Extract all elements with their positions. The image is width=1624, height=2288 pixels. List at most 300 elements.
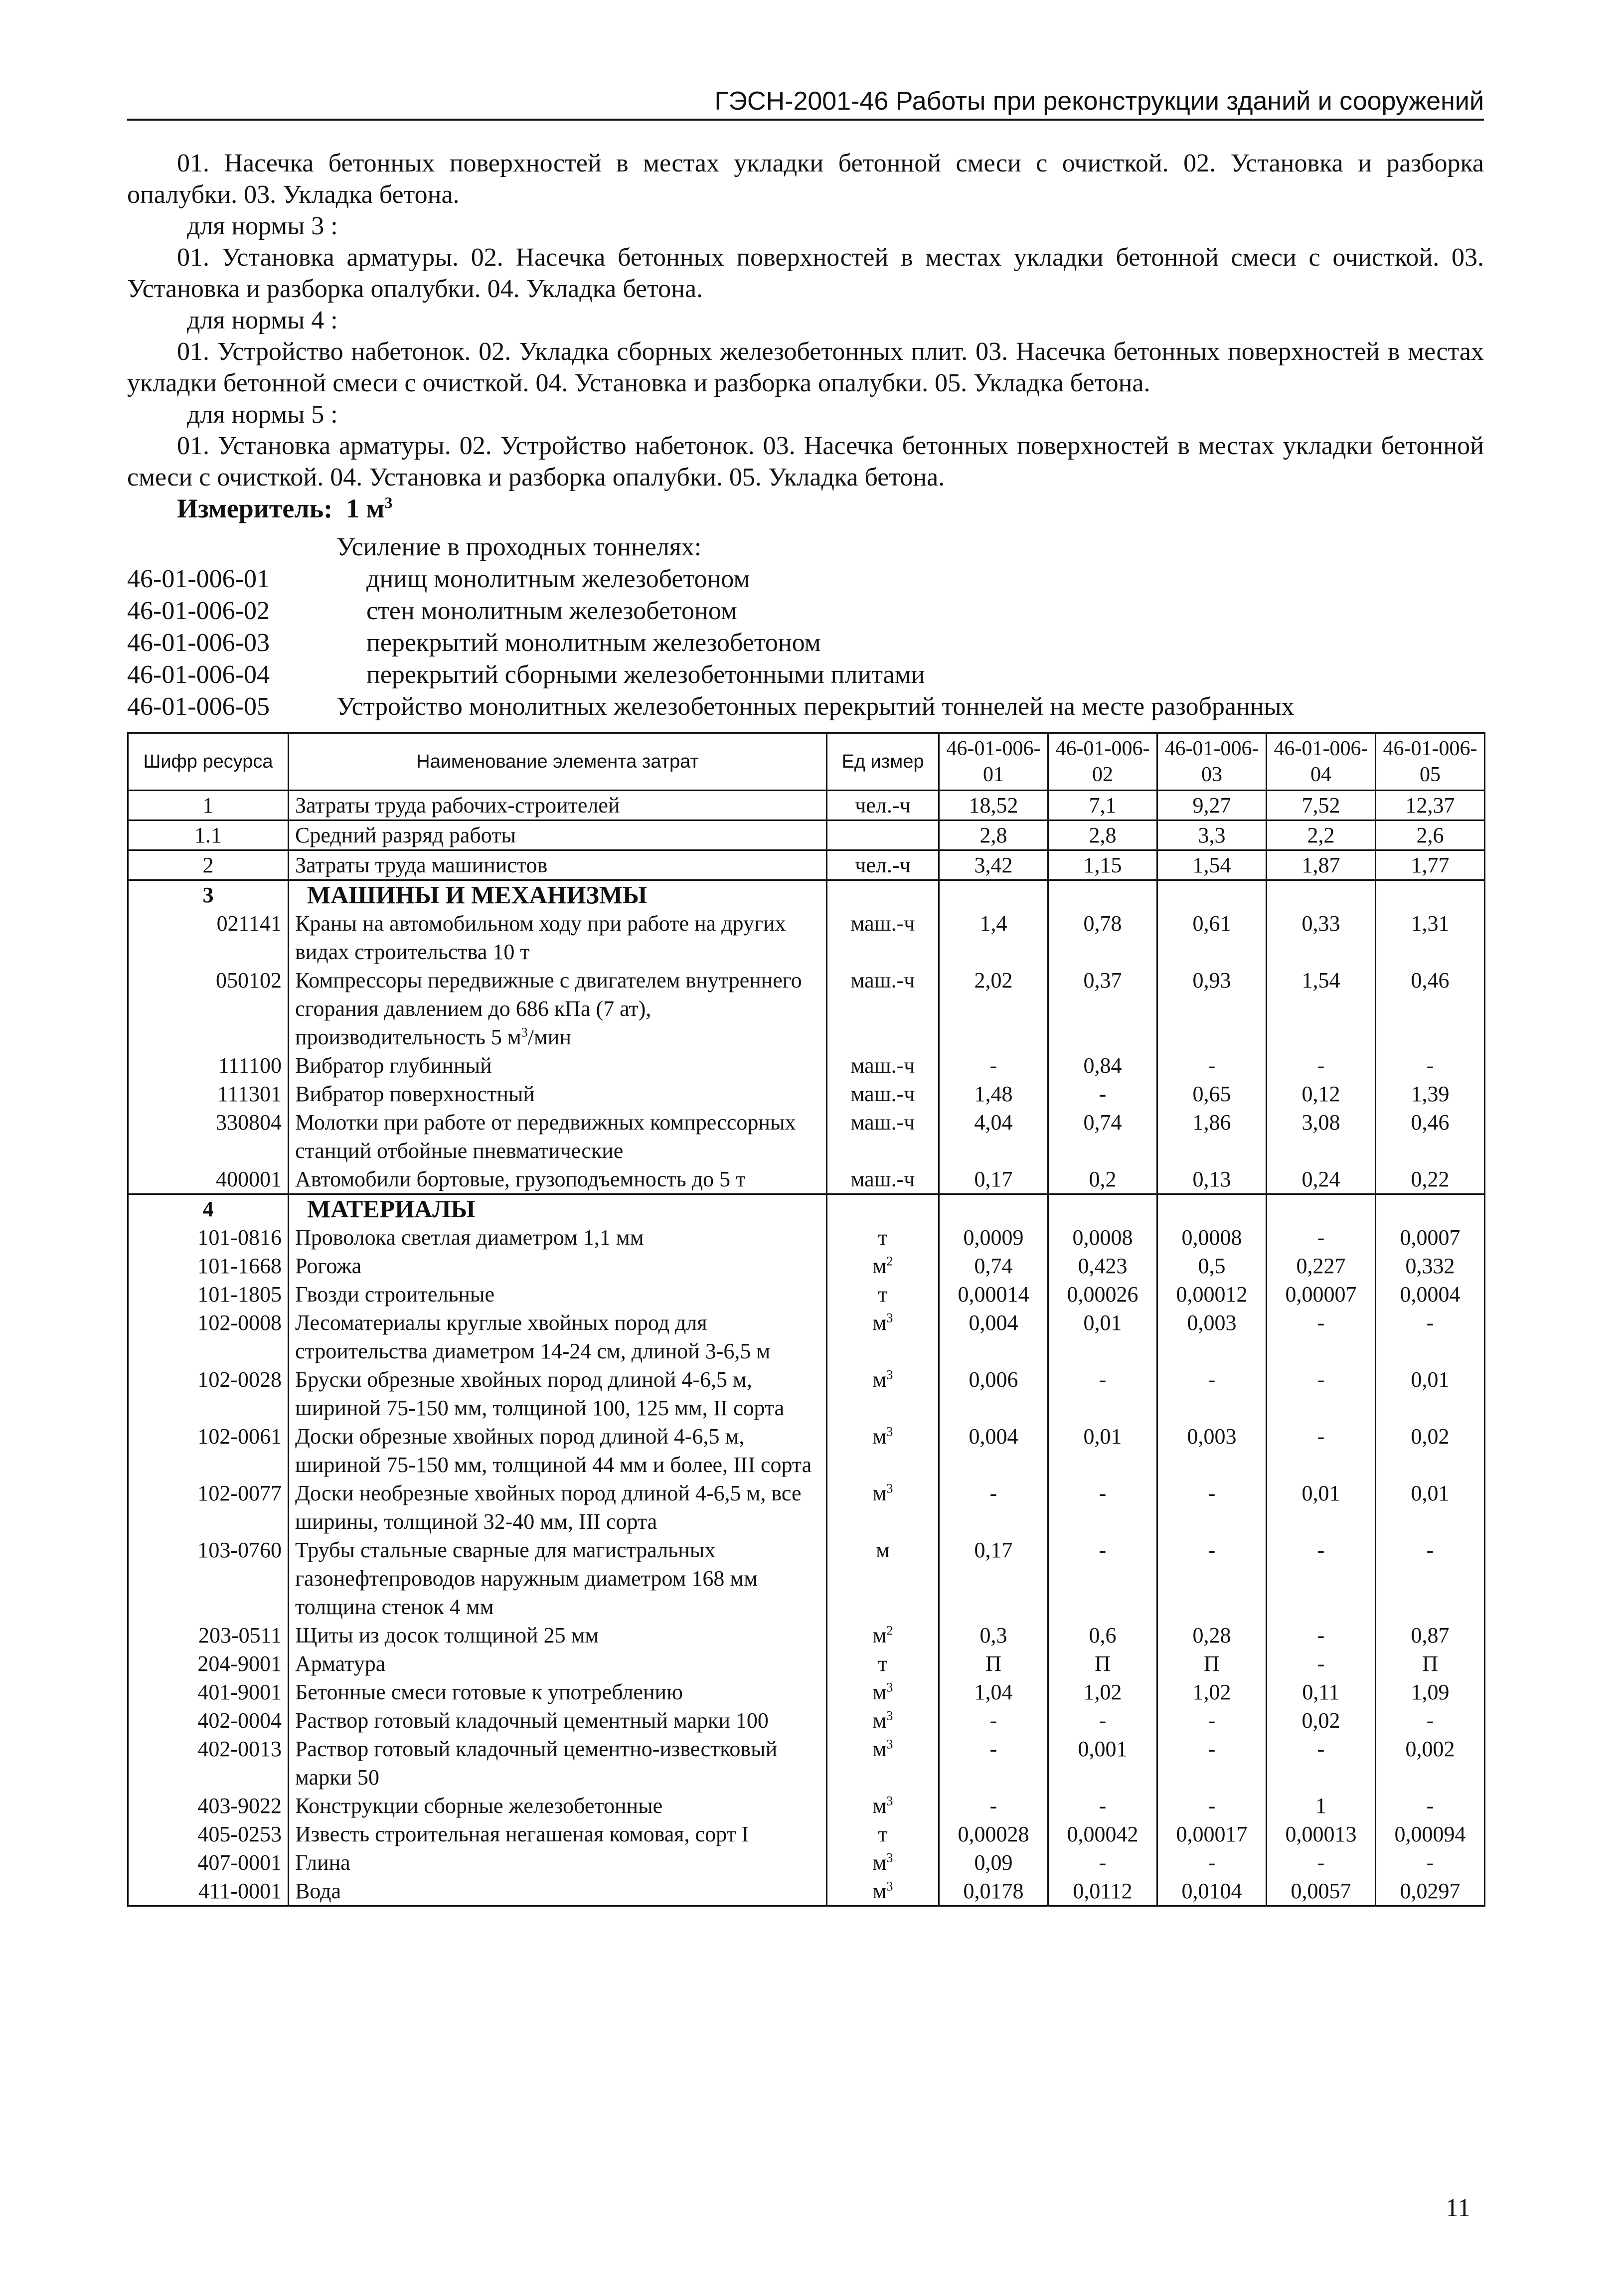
page-number: 11: [1446, 2194, 1471, 2222]
value-cell: 0,00013: [1267, 1820, 1376, 1848]
resource-name: [289, 1165, 827, 1194]
resource-code: 330804: [128, 1108, 289, 1165]
norm-code: 46-01-006-01: [127, 565, 270, 593]
resource-name-text: Доски необрезные хвойных пород длиной 4-6,5 м, все ширины, толщиной 32-40 мм, III сорта: [295, 1481, 802, 1534]
resource-code: 102-0061: [128, 1422, 289, 1479]
value-cell: 0,2: [1048, 1165, 1157, 1194]
value-cell: -: [1157, 1365, 1267, 1422]
resource-code: 1: [128, 791, 289, 820]
header-norm-col: 46-01-006-02: [1048, 733, 1157, 791]
resource-code: 111301: [128, 1080, 289, 1108]
value-cell: -: [1267, 1536, 1376, 1621]
norm-description: перекрытий сборными железобетонными плитами: [366, 660, 925, 689]
value-cell: -: [1157, 1706, 1267, 1735]
unit-cell: [827, 1422, 939, 1479]
value-cell: 0,28: [1157, 1621, 1267, 1649]
value-cell: 0,78: [1048, 909, 1157, 966]
unit-text: чел.-ч: [855, 793, 911, 817]
resource-name: [289, 1706, 827, 1735]
unit-cell: [827, 1194, 939, 1224]
resource-name: [289, 1108, 827, 1165]
value-cell: 0,004: [939, 1422, 1048, 1479]
value-cell: 2,8: [939, 820, 1048, 850]
value-cell: -: [1048, 1848, 1157, 1877]
value-cell: 2,8: [1048, 820, 1157, 850]
header-norm-col: 46-01-006-04: [1267, 733, 1376, 791]
unit-exponent: 3: [886, 1708, 893, 1723]
value-cell: 7,52: [1267, 791, 1376, 820]
value-cell: 0,17: [939, 1165, 1048, 1194]
unit-cell: [827, 1365, 939, 1422]
unit-text: маш.-ч: [850, 1110, 915, 1135]
table-row: [128, 1194, 1485, 1224]
resource-code: 102-0077: [128, 1479, 289, 1536]
unit-cell: [827, 1223, 939, 1252]
header-norm-col: 46-01-006-03: [1157, 733, 1267, 791]
resource-name-text: Краны на автомобильном ходу при работе на других видах строительства 10 т: [295, 911, 786, 964]
value-cell: 0,17: [939, 1536, 1048, 1621]
resource-code: 203-0511: [128, 1621, 289, 1649]
unit-exponent: 3: [886, 1879, 893, 1894]
resource-code: 101-0816: [128, 1223, 289, 1252]
table-row: [128, 966, 1485, 1051]
table-row: [128, 1678, 1485, 1706]
norm-5-label: для нормы 5 :: [187, 400, 338, 429]
resource-code: 101-1805: [128, 1280, 289, 1308]
unit-exponent: 3: [886, 1680, 893, 1695]
resource-name-text: Лесоматериалы круглые хвойных пород для строительства диаметром 14-24 см, длиной 3-6,5 м: [295, 1310, 771, 1363]
unit-text: м: [872, 1623, 887, 1647]
value-cell: 0,02: [1376, 1422, 1485, 1479]
value-cell: 0,61: [1157, 909, 1267, 966]
norm-4-label: для нормы 4 :: [187, 306, 338, 334]
unit-text: маш.-ч: [850, 1082, 915, 1106]
resource-name: [289, 1536, 827, 1621]
value-cell: -: [1048, 1706, 1157, 1735]
value-cell: 1,87: [1267, 850, 1376, 880]
resource-code: 204-9001: [128, 1649, 289, 1678]
resource-code: 021141: [128, 909, 289, 966]
value-cell: 1,39: [1376, 1080, 1485, 1108]
value-cell: 0,0009: [939, 1223, 1048, 1252]
resource-name: [289, 1735, 827, 1792]
value-cell: 1,02: [1157, 1678, 1267, 1706]
resource-name: [289, 1877, 827, 1906]
value-cell: 0,24: [1267, 1165, 1376, 1194]
value-cell: -: [1267, 1422, 1376, 1479]
unit-cell: [827, 1479, 939, 1536]
resource-table: [127, 732, 1485, 1907]
unit-cell: [827, 820, 939, 850]
running-header: ГЭСН-2001-46 Работы при реконструкции зданий и сооружений: [127, 85, 1484, 121]
table-row: [128, 1706, 1485, 1735]
value-cell: 0,00042: [1048, 1820, 1157, 1848]
unit-cell: [827, 909, 939, 966]
unit-exponent: 3: [886, 1310, 893, 1325]
value-cell: [1048, 880, 1157, 910]
value-cell: 1,48: [939, 1080, 1048, 1108]
unit-cell: [827, 1621, 939, 1649]
unit-text: м: [872, 1708, 887, 1733]
resource-name: [289, 791, 827, 820]
resource-code: 411-0001: [128, 1877, 289, 1906]
resource-code: 3: [128, 880, 289, 910]
unit-cell: [827, 1280, 939, 1308]
unit-text: т: [878, 1822, 888, 1846]
unit-exponent: 2: [886, 1254, 893, 1269]
resource-code: 111100: [128, 1051, 289, 1080]
value-cell: П: [1157, 1649, 1267, 1678]
resource-name: [289, 1308, 827, 1365]
value-cell: 1: [1267, 1792, 1376, 1820]
resource-name-text: Доски обрезные хвойных пород длиной 4-6,5 м, шириной 75-150 мм, толщиной 44 мм и более, III сорта: [295, 1424, 812, 1477]
table-row: [128, 1848, 1485, 1877]
value-cell: 0,37: [1048, 966, 1157, 1051]
table-row: [128, 1649, 1485, 1678]
value-cell: 0,74: [939, 1252, 1048, 1280]
resource-name: [289, 1649, 827, 1678]
resource-name-text: Вода: [295, 1879, 341, 1903]
value-cell: -: [939, 1792, 1048, 1820]
resource-name-text: Автомобили бортовые, грузоподъемность до 5 т: [295, 1167, 746, 1191]
value-cell: -: [1376, 1536, 1485, 1621]
unit-text: м: [872, 1424, 887, 1449]
resource-code: 101-1668: [128, 1252, 289, 1280]
table-row: [128, 909, 1485, 966]
table-row: [128, 1479, 1485, 1536]
resource-name: [289, 820, 827, 850]
table-row: [128, 1080, 1485, 1108]
table-body: [128, 791, 1485, 1906]
norm-description: Устройство монолитных железобетонных перекрытий тоннелей на месте разобранных: [336, 692, 1295, 721]
unit-text: маш.-ч: [850, 1167, 915, 1191]
value-cell: 0,332: [1376, 1252, 1485, 1280]
value-cell: -: [1376, 1706, 1485, 1735]
work-composition: [127, 148, 1484, 524]
resource-code: 102-0028: [128, 1365, 289, 1422]
table-row: [128, 1422, 1485, 1479]
norm-3-label: для нормы 3 :: [187, 212, 338, 240]
resource-name-text: Затраты труда рабочих-строителей: [295, 793, 620, 817]
resource-name: [289, 1051, 827, 1080]
value-cell: [1267, 880, 1376, 910]
unit-cell: [827, 880, 939, 910]
unit-exponent: 3: [886, 1850, 893, 1865]
resource-code: 401-9001: [128, 1678, 289, 1706]
unit-exponent: 3: [886, 1481, 893, 1496]
resource-code: 400001: [128, 1165, 289, 1194]
table-row: [128, 1536, 1485, 1621]
value-cell: 0,5: [1157, 1252, 1267, 1280]
norm-code: 46-01-006-05: [127, 692, 270, 721]
value-cell: 0,93: [1157, 966, 1267, 1051]
value-cell: 0,006: [939, 1365, 1048, 1422]
unit-text: м: [872, 1879, 887, 1903]
value-cell: 0,65: [1157, 1080, 1267, 1108]
value-cell: 0,01: [1376, 1365, 1485, 1422]
value-cell: 12,37: [1376, 791, 1485, 820]
table-row: [128, 1365, 1485, 1422]
value-cell: 2,2: [1267, 820, 1376, 850]
value-cell: 3,08: [1267, 1108, 1376, 1165]
unit-cell: [827, 1877, 939, 1906]
value-cell: 1,86: [1157, 1108, 1267, 1165]
value-cell: 0,01: [1048, 1422, 1157, 1479]
value-cell: -: [1048, 1080, 1157, 1108]
value-cell: 0,00026: [1048, 1280, 1157, 1308]
unit-cell: [827, 1165, 939, 1194]
table-row: [128, 791, 1485, 820]
resource-name-text: Раствор готовый кладочный цементный марки 100: [295, 1708, 769, 1733]
header-norm-col: 46-01-006-01: [939, 733, 1048, 791]
norm-1-2-composition: 01. Насечка бетонных поверхностей в местах укладки бетонной смеси с очисткой. 02. Установка и разборка опалубки. 03. Укладка бетона.: [127, 149, 1484, 209]
unit-text: м: [872, 1310, 887, 1335]
value-cell: -: [1376, 1051, 1485, 1080]
unit-text: м: [872, 1737, 887, 1761]
norm-description: днищ монолитным железобетоном: [366, 565, 750, 593]
value-cell: 0,01: [1376, 1479, 1485, 1536]
unit-text: маш.-ч: [850, 1053, 915, 1078]
table-row: [128, 1877, 1485, 1906]
table-row: [128, 1165, 1485, 1194]
value-cell: [939, 880, 1048, 910]
code-row: [127, 563, 1484, 595]
unit-cell: [827, 966, 939, 1051]
resource-name-text: Компрессоры передвижные с двигателем внутреннего сгорания давлением до 686 кПа (7 ат), производительность 5 м: [295, 968, 802, 1049]
unit-text: м: [872, 1680, 887, 1704]
value-cell: -: [939, 1479, 1048, 1536]
value-cell: П: [939, 1649, 1048, 1678]
resource-name: [289, 966, 827, 1051]
value-cell: -: [1157, 1479, 1267, 1536]
value-cell: 0,12: [1267, 1080, 1376, 1108]
value-cell: 2,02: [939, 966, 1048, 1051]
value-cell: -: [1376, 1308, 1485, 1365]
unit-cell: [827, 850, 939, 880]
value-cell: 1,54: [1267, 966, 1376, 1051]
value-cell: 0,46: [1376, 1108, 1485, 1165]
resource-name-text: МАШИНЫ И МЕХАНИЗМЫ: [307, 881, 648, 909]
value-cell: 0,0112: [1048, 1877, 1157, 1906]
norm-description: перекрытий монолитным железобетоном: [366, 629, 821, 657]
value-cell: 0,0004: [1376, 1280, 1485, 1308]
unit-text: т: [878, 1225, 888, 1250]
value-cell: 18,52: [939, 791, 1048, 820]
value-cell: 1,04: [939, 1678, 1048, 1706]
resource-name: [289, 1678, 827, 1706]
table-row: [128, 1223, 1485, 1252]
unit-cell: [827, 1051, 939, 1080]
value-cell: 7,1: [1048, 791, 1157, 820]
value-cell: 0,13: [1157, 1165, 1267, 1194]
resource-name: [289, 1422, 827, 1479]
resource-name-text: МАТЕРИАЛЫ: [307, 1195, 476, 1223]
value-cell: -: [1157, 1735, 1267, 1792]
unit-cell: [827, 1792, 939, 1820]
value-cell: 0,00028: [939, 1820, 1048, 1848]
norm-codes-list: [127, 531, 1484, 723]
table-row: [128, 850, 1485, 880]
value-cell: 0,00017: [1157, 1820, 1267, 1848]
value-cell: П: [1048, 1649, 1157, 1678]
resource-code: 050102: [128, 966, 289, 1051]
value-cell: П: [1376, 1649, 1485, 1678]
value-cell: 1,54: [1157, 850, 1267, 880]
value-cell: 0,33: [1267, 909, 1376, 966]
name-tail: /мин: [527, 1025, 571, 1049]
resource-code: 402-0013: [128, 1735, 289, 1792]
resource-name-text: Известь строительная негашеная комовая, сорт I: [295, 1822, 749, 1846]
value-cell: [1376, 1194, 1485, 1224]
resource-name-text: Вибратор глубинный: [295, 1053, 492, 1078]
table-row: [128, 1051, 1485, 1080]
resource-name-text: Молотки при работе от передвижных компрессорных станций отбойные пневматические: [295, 1110, 796, 1163]
unit-text: т: [878, 1651, 888, 1676]
value-cell: 0,11: [1267, 1678, 1376, 1706]
unit-cell: [827, 1308, 939, 1365]
resource-code: 1.1: [128, 820, 289, 850]
resource-name: [289, 850, 827, 880]
table-row: [128, 1280, 1485, 1308]
resource-name: [289, 1080, 827, 1108]
table-row: [128, 1735, 1485, 1792]
header-name: Наименование элемента затрат: [289, 733, 827, 791]
resource-name: [289, 1479, 827, 1536]
unit-cell: [827, 1080, 939, 1108]
resource-name: [289, 1848, 827, 1877]
value-cell: -: [1376, 1848, 1485, 1877]
resource-code: 4: [128, 1194, 289, 1224]
resource-code: 405-0253: [128, 1820, 289, 1848]
value-cell: 0,00094: [1376, 1820, 1485, 1848]
value-cell: [1157, 880, 1267, 910]
value-cell: 0,02: [1267, 1706, 1376, 1735]
value-cell: -: [1157, 1051, 1267, 1080]
table-row: [128, 1792, 1485, 1820]
value-cell: -: [1157, 1848, 1267, 1877]
value-cell: 0,004: [939, 1308, 1048, 1365]
value-cell: 0,22: [1376, 1165, 1485, 1194]
value-cell: 0,0104: [1157, 1877, 1267, 1906]
value-cell: 0,0008: [1048, 1223, 1157, 1252]
code-row: [127, 627, 1484, 659]
value-cell: 1,77: [1376, 850, 1485, 880]
value-cell: 0,423: [1048, 1252, 1157, 1280]
value-cell: -: [1267, 1365, 1376, 1422]
resource-name: [289, 1792, 827, 1820]
value-cell: -: [1376, 1792, 1485, 1820]
resource-code: 402-0004: [128, 1706, 289, 1735]
resource-name: [289, 1621, 827, 1649]
unit-exponent: 2: [886, 1623, 893, 1638]
resource-name-text: Раствор готовый кладочный цементно-известковый марки 50: [295, 1737, 778, 1790]
resource-name-text: Гвозди строительные: [295, 1282, 495, 1307]
resource-name-text: Щиты из досок толщиной 25 мм: [295, 1623, 599, 1647]
unit-text: т: [878, 1282, 888, 1307]
value-cell: 1,15: [1048, 850, 1157, 880]
value-cell: [1157, 1194, 1267, 1224]
norm-description: стен монолитным железобетоном: [366, 597, 737, 625]
value-cell: [939, 1194, 1048, 1224]
resource-name-text: Бетонные смеси готовые к употреблению: [295, 1680, 683, 1704]
value-cell: 3,3: [1157, 820, 1267, 850]
unit-text: м: [872, 1481, 887, 1505]
value-cell: -: [939, 1706, 1048, 1735]
unit-cell: [827, 1536, 939, 1621]
unit-exponent: 3: [886, 1737, 893, 1752]
unit-text: м: [872, 1254, 887, 1278]
value-cell: 1,02: [1048, 1678, 1157, 1706]
unit-text: м: [872, 1850, 887, 1875]
resource-name-text: Бруски обрезные хвойных пород длиной 4-6,5 м, шириной 75-150 мм, толщиной 100, 125 мм, II сорта: [295, 1367, 785, 1420]
value-cell: 1,31: [1376, 909, 1485, 966]
value-cell: 0,00007: [1267, 1280, 1376, 1308]
resource-name: [289, 1194, 827, 1224]
resource-name-text: Средний разряд работы: [295, 823, 516, 847]
resource-code: 2: [128, 850, 289, 880]
value-cell: [1376, 880, 1485, 910]
resource-name-text: Проволока светлая диаметром 1,1 мм: [295, 1225, 644, 1250]
unit-exponent: 3: [886, 1367, 893, 1382]
value-cell: 0,09: [939, 1848, 1048, 1877]
unit-cell: [827, 1108, 939, 1165]
norm-5-composition: 01. Установка арматуры. 02. Устройство набетонок. 03. Насечка бетонных поверхностей в местах укладки бетонной смеси с очисткой. 04. Установка и разборка опалубки. 05. Укладка бетона.: [127, 432, 1484, 491]
resource-name: [289, 1223, 827, 1252]
value-cell: -: [1048, 1536, 1157, 1621]
value-cell: 0,00012: [1157, 1280, 1267, 1308]
table-row: [128, 1252, 1485, 1280]
unit-text: м: [872, 1367, 887, 1392]
meter-exponent: 3: [384, 493, 393, 511]
meter-label: Измеритель:: [177, 493, 333, 523]
resource-code: 403-9022: [128, 1792, 289, 1820]
norm-code: 46-01-006-03: [127, 629, 270, 657]
header-norm-col: 46-01-006-05: [1376, 733, 1485, 791]
unit-cell: [827, 1735, 939, 1792]
value-cell: [1048, 1194, 1157, 1224]
value-cell: 0,227: [1267, 1252, 1376, 1280]
value-cell: 0,001: [1048, 1735, 1157, 1792]
resource-code: 103-0760: [128, 1536, 289, 1621]
measurement-unit: [127, 493, 1484, 524]
value-cell: -: [1267, 1848, 1376, 1877]
table-row: [128, 1820, 1485, 1848]
unit-text: м: [876, 1538, 890, 1562]
unit-text: м: [872, 1794, 887, 1818]
table-header-row: [128, 733, 1485, 791]
table-row: [128, 1108, 1485, 1165]
resource-name-text: Конструкции сборные железобетонные: [295, 1794, 663, 1818]
table-row: [128, 1308, 1485, 1365]
value-cell: 0,0007: [1376, 1223, 1485, 1252]
value-cell: 0,002: [1376, 1735, 1485, 1792]
code-row: [127, 691, 1484, 723]
value-cell: 0,0178: [939, 1877, 1048, 1906]
resource-name-text: Глина: [295, 1850, 350, 1875]
value-cell: -: [1267, 1051, 1376, 1080]
unit-text: маш.-ч: [850, 911, 915, 936]
unit-cell: [827, 1678, 939, 1706]
resource-name-text: Трубы стальные сварные для магистральных газонефтепроводов наружным диаметром 168 мм толщина стенок 4 мм: [295, 1538, 758, 1619]
resource-name-text: Затраты труда машинистов: [295, 853, 548, 877]
value-cell: 9,27: [1157, 791, 1267, 820]
resource-code: 407-0001: [128, 1848, 289, 1877]
header-unit: Ед измер: [827, 733, 939, 791]
value-cell: 0,0297: [1376, 1877, 1485, 1906]
value-cell: 0,0057: [1267, 1877, 1376, 1906]
resource-name: [289, 1252, 827, 1280]
unit-cell: [827, 1820, 939, 1848]
